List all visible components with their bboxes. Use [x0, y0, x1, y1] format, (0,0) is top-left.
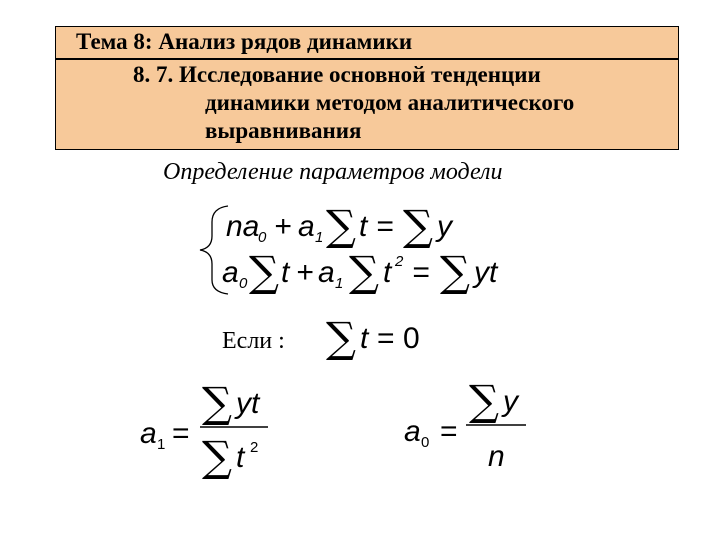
svg-text:=: = — [172, 417, 190, 450]
svg-text:∑: ∑ — [469, 376, 499, 425]
svg-text:t: t — [236, 441, 245, 474]
svg-text:∑: ∑ — [326, 201, 356, 250]
condition-label: Если : — [222, 328, 285, 354]
section-title-line-2: динамики методом аналитического — [205, 90, 575, 115]
svg-text:∑: ∑ — [202, 432, 232, 481]
a0-formula — [404, 376, 526, 473]
svg-text:0: 0 — [258, 229, 267, 246]
svg-text:na: na — [226, 210, 260, 243]
svg-text:1: 1 — [315, 229, 324, 246]
a1-formula — [140, 378, 268, 481]
svg-text:∑: ∑ — [326, 313, 356, 362]
svg-text:+: + — [296, 256, 314, 289]
svg-text:0: 0 — [403, 322, 420, 355]
svg-text:2: 2 — [395, 253, 404, 270]
svg-text:=: = — [376, 210, 394, 243]
svg-text:t: t — [281, 256, 290, 289]
svg-text:∑: ∑ — [202, 378, 232, 427]
svg-text:y: y — [503, 385, 518, 418]
topic-title: Тема 8: Анализ рядов динамики — [76, 29, 413, 54]
subtitle: Определение параметров модели — [163, 159, 503, 185]
svg-text:a: a — [404, 415, 421, 448]
svg-text:=: = — [412, 256, 430, 289]
svg-text:∑: ∑ — [403, 201, 433, 250]
svg-text:yt: yt — [474, 256, 498, 289]
svg-text:∑: ∑ — [349, 247, 379, 296]
svg-text:a: a — [298, 210, 315, 243]
svg-text:0: 0 — [421, 434, 430, 451]
svg-text:2: 2 — [250, 439, 259, 456]
svg-text:=: = — [377, 322, 395, 355]
svg-text:t: t — [359, 210, 368, 243]
svg-text:n: n — [488, 440, 505, 473]
svg-text:∑: ∑ — [249, 247, 279, 296]
svg-text:t: t — [360, 322, 369, 355]
svg-text:t: t — [383, 256, 392, 289]
svg-text:a: a — [318, 256, 335, 289]
svg-text:1: 1 — [335, 275, 344, 292]
section-title-line-1: 8. 7. Исследование основной тенденции — [133, 62, 541, 87]
svg-text:yt: yt — [236, 387, 260, 420]
section-title-line-3: выравнивания — [205, 118, 362, 143]
svg-text:0: 0 — [239, 275, 248, 292]
svg-text:y: y — [437, 210, 452, 243]
svg-text:∑: ∑ — [440, 247, 470, 296]
svg-text:=: = — [440, 415, 458, 448]
svg-text:a: a — [140, 417, 157, 450]
svg-text:+: + — [274, 210, 292, 243]
svg-text:1: 1 — [157, 436, 166, 453]
svg-text:a: a — [222, 256, 239, 289]
